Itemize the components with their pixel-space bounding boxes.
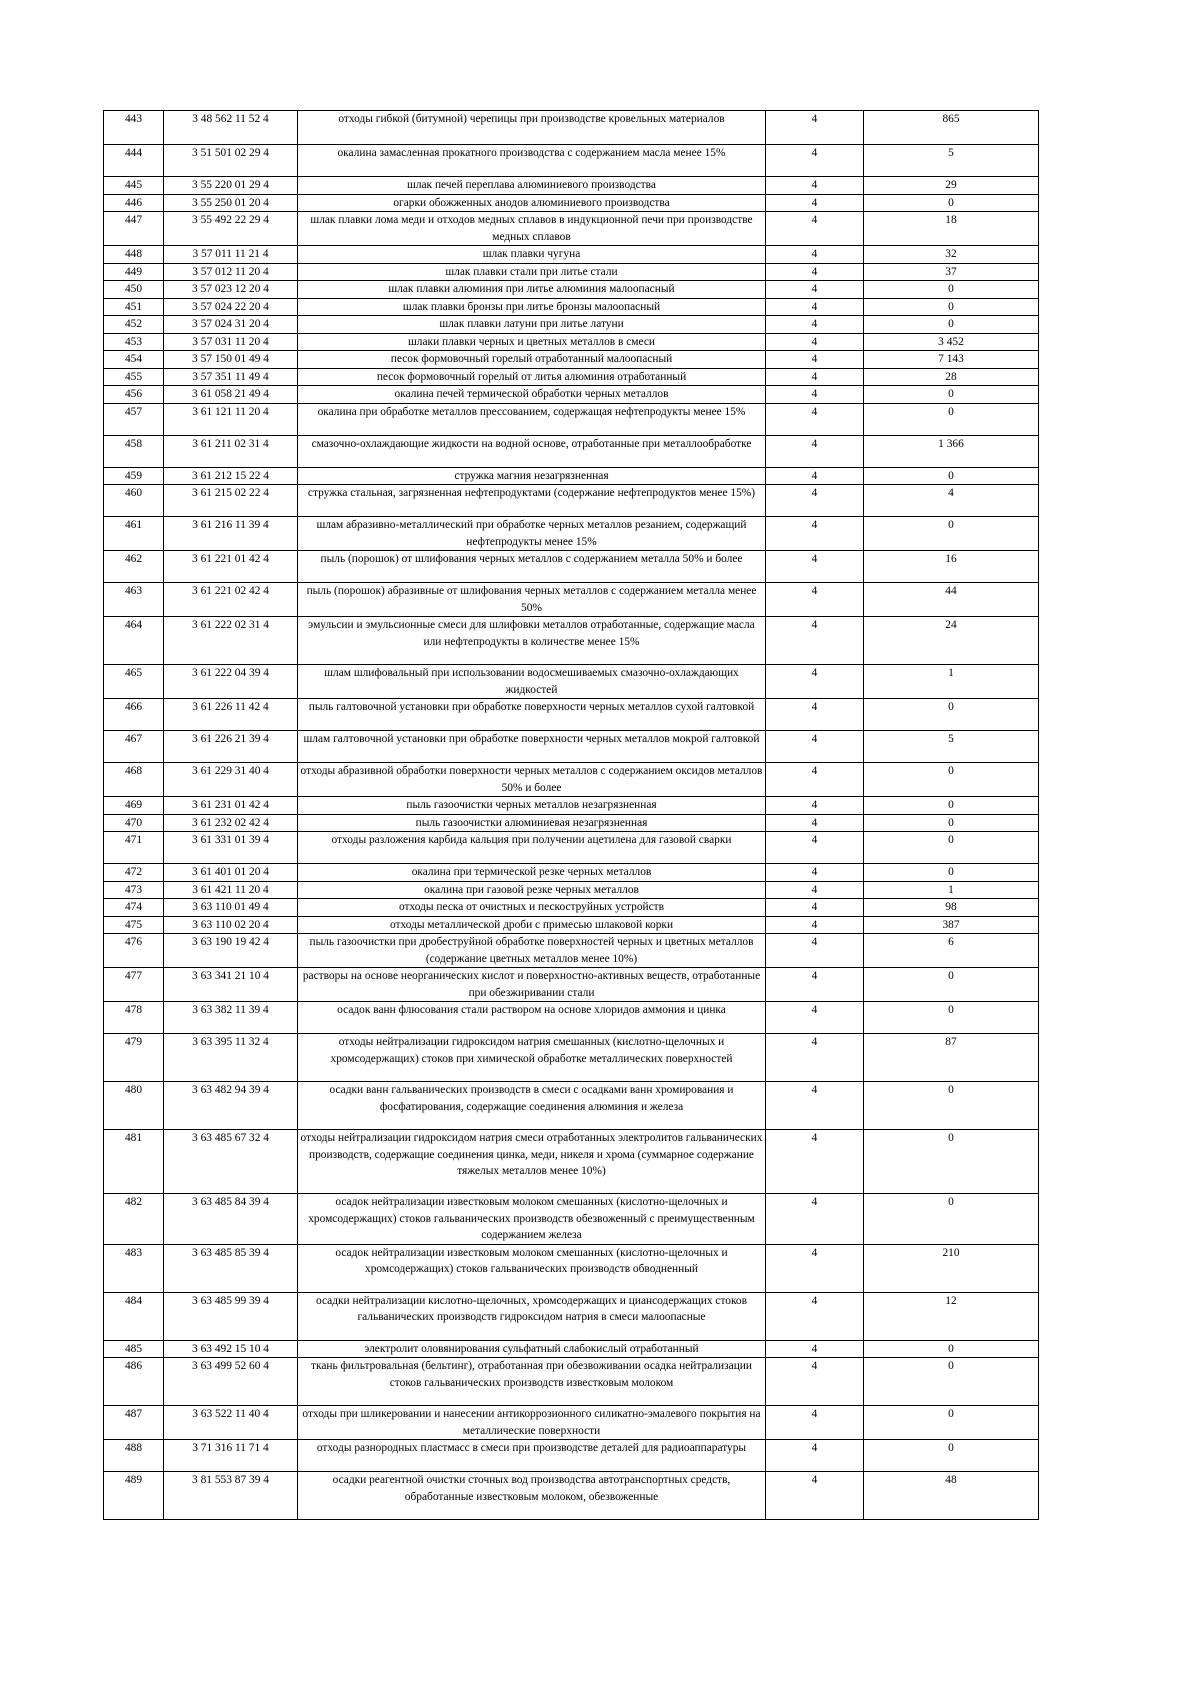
waste-quantity: 0: [864, 1002, 1039, 1034]
fkko-code: 3 61 222 04 39 4: [164, 665, 298, 699]
row-number: 467: [104, 731, 164, 763]
waste-name: пыль галтовочной установки при обработке поверхности черных металлов сухой галтовкой: [298, 699, 766, 731]
table-row: [104, 281, 1039, 299]
hazard-class: 4: [766, 1358, 864, 1406]
row-number: 474: [104, 899, 164, 917]
fkko-code: 3 61 226 21 39 4: [164, 731, 298, 763]
waste-quantity: 7 143: [864, 351, 1039, 369]
waste-quantity: 24: [864, 617, 1039, 665]
table-row: [104, 194, 1039, 212]
table-row: [104, 916, 1039, 934]
waste-quantity: 0: [864, 968, 1039, 1002]
fkko-code: 3 71 316 11 71 4: [164, 1440, 298, 1472]
fkko-code: 3 63 482 94 39 4: [164, 1082, 298, 1130]
fkko-code: 3 57 012 11 20 4: [164, 263, 298, 281]
row-number: 453: [104, 333, 164, 351]
hazard-class: 4: [766, 934, 864, 968]
row-number: 450: [104, 281, 164, 299]
waste-name: отходы песка от очистных и пескоструйных устройств: [298, 899, 766, 917]
waste-name: шлаки плавки черных и цветных металлов в смеси: [298, 333, 766, 351]
waste-quantity: 0: [864, 467, 1039, 485]
hazard-class: 4: [766, 731, 864, 763]
fkko-code: 3 63 190 19 42 4: [164, 934, 298, 968]
table-row: [104, 968, 1039, 1002]
waste-quantity: 48: [864, 1472, 1039, 1520]
waste-name: смазочно-охлаждающие жидкости на водной основе, отработанные при металлообработке: [298, 435, 766, 467]
hazard-class: 4: [766, 1244, 864, 1292]
row-number: 483: [104, 1244, 164, 1292]
table-row: [104, 368, 1039, 386]
hazard-class: 4: [766, 583, 864, 617]
table-row: [104, 617, 1039, 665]
hazard-class: 4: [766, 899, 864, 917]
waste-quantity: 4: [864, 485, 1039, 517]
fkko-code: 3 48 562 11 52 4: [164, 111, 298, 145]
waste-quantity: 0: [864, 797, 1039, 815]
table-row: [104, 551, 1039, 583]
waste-quantity: 0: [864, 298, 1039, 316]
table-row: [104, 1194, 1039, 1245]
hazard-class: 4: [766, 485, 864, 517]
fkko-code: 3 63 499 52 60 4: [164, 1358, 298, 1406]
waste-name: отходы гибкой (битумной) черепицы при производстве кровельных материалов: [298, 111, 766, 145]
table-row: [104, 763, 1039, 797]
waste-quantity: 387: [864, 916, 1039, 934]
waste-table: [103, 110, 1039, 1520]
fkko-code: 3 63 395 11 32 4: [164, 1034, 298, 1082]
row-number: 477: [104, 968, 164, 1002]
hazard-class: 4: [766, 1472, 864, 1520]
fkko-code: 3 63 492 15 10 4: [164, 1340, 298, 1358]
table-row: [104, 1440, 1039, 1472]
table-row: [104, 665, 1039, 699]
waste-name: шлак плавки латуни при литье латуни: [298, 316, 766, 334]
waste-quantity: 12: [864, 1292, 1039, 1340]
row-number: 462: [104, 551, 164, 583]
row-number: 480: [104, 1082, 164, 1130]
waste-quantity: 0: [864, 316, 1039, 334]
waste-quantity: 87: [864, 1034, 1039, 1082]
hazard-class: 4: [766, 968, 864, 1002]
row-number: 446: [104, 194, 164, 212]
table-row: [104, 403, 1039, 435]
waste-name: осадки реагентной очистки сточных вод производства автотранспортных средств, обработанные известковым молоком, обезвоженные: [298, 1472, 766, 1520]
waste-quantity: 3 452: [864, 333, 1039, 351]
fkko-code: 3 61 421 11 20 4: [164, 881, 298, 899]
hazard-class: 4: [766, 316, 864, 334]
hazard-class: 4: [766, 763, 864, 797]
hazard-class: 4: [766, 386, 864, 404]
waste-name: пыль (порошок) абразивные от шлифования черных металлов с содержанием металла менее 50%: [298, 583, 766, 617]
table-row: [104, 212, 1039, 246]
hazard-class: 4: [766, 1440, 864, 1472]
table-row: [104, 1472, 1039, 1520]
row-number: 444: [104, 145, 164, 177]
hazard-class: 4: [766, 814, 864, 832]
waste-quantity: 0: [864, 1440, 1039, 1472]
row-number: 458: [104, 435, 164, 467]
hazard-class: 4: [766, 916, 864, 934]
table-row: [104, 467, 1039, 485]
row-number: 470: [104, 814, 164, 832]
fkko-code: 3 57 023 12 20 4: [164, 281, 298, 299]
waste-quantity: 0: [864, 194, 1039, 212]
fkko-code: 3 57 150 01 49 4: [164, 351, 298, 369]
fkko-code: 3 51 501 02 29 4: [164, 145, 298, 177]
hazard-class: 4: [766, 212, 864, 246]
table-row: [104, 435, 1039, 467]
waste-quantity: 28: [864, 368, 1039, 386]
table-row: [104, 699, 1039, 731]
waste-quantity: 0: [864, 864, 1039, 882]
row-number: 445: [104, 177, 164, 195]
fkko-code: 3 63 110 02 20 4: [164, 916, 298, 934]
fkko-code: 3 57 351 11 49 4: [164, 368, 298, 386]
waste-quantity: 1 366: [864, 435, 1039, 467]
table-row: [104, 145, 1039, 177]
fkko-code: 3 61 229 31 40 4: [164, 763, 298, 797]
row-number: 459: [104, 467, 164, 485]
fkko-code: 3 61 058 21 49 4: [164, 386, 298, 404]
row-number: 476: [104, 934, 164, 968]
hazard-class: 4: [766, 617, 864, 665]
waste-name: шлак плавки стали при литье стали: [298, 263, 766, 281]
table-row: [104, 797, 1039, 815]
row-number: 460: [104, 485, 164, 517]
waste-quantity: 1: [864, 881, 1039, 899]
waste-name: осадок нейтрализации известковым молоком смешанных (кислотно-щелочных и хромсодержащих) стоков гальванических производств обводненный: [298, 1244, 766, 1292]
fkko-code: 3 61 216 11 39 4: [164, 517, 298, 551]
row-number: 479: [104, 1034, 164, 1082]
table-row: [104, 517, 1039, 551]
waste-quantity: 0: [864, 699, 1039, 731]
waste-quantity: 16: [864, 551, 1039, 583]
row-number: 484: [104, 1292, 164, 1340]
waste-quantity: 37: [864, 263, 1039, 281]
row-number: 448: [104, 246, 164, 264]
waste-name: отходы при шликеровании и нанесении антикоррозионного силикатно-эмалевого покрытия на металлические поверхности: [298, 1406, 766, 1440]
row-number: 443: [104, 111, 164, 145]
waste-quantity: 0: [864, 281, 1039, 299]
fkko-code: 3 63 522 11 40 4: [164, 1406, 298, 1440]
fkko-code: 3 63 341 21 10 4: [164, 968, 298, 1002]
waste-quantity: 0: [864, 1082, 1039, 1130]
waste-name: шлам абразивно-металлический при обработке черных металлов резанием, содержащий нефтепродукты менее 15%: [298, 517, 766, 551]
waste-name: отходы абразивной обработки поверхности черных металлов с содержанием оксидов металлов 50% и более: [298, 763, 766, 797]
hazard-class: 4: [766, 333, 864, 351]
fkko-code: 3 81 553 87 39 4: [164, 1472, 298, 1520]
waste-name: отходы металлической дроби с примесью шлаковой корки: [298, 916, 766, 934]
waste-name: осадок нейтрализации известковым молоком смешанных (кислотно-щелочных и хромсодержащих) стоков гальванических производств обезвоженный с преимущественным содержанием железа: [298, 1194, 766, 1245]
fkko-code: 3 61 401 01 20 4: [164, 864, 298, 882]
fkko-code: 3 55 250 01 20 4: [164, 194, 298, 212]
waste-name: осадок ванн флюсования стали раствором на основе хлоридов аммония и цинка: [298, 1002, 766, 1034]
waste-name: шлак печей переплава алюминиевого производства: [298, 177, 766, 195]
row-number: 482: [104, 1194, 164, 1245]
row-number: 489: [104, 1472, 164, 1520]
waste-table-body: [104, 111, 1039, 1520]
row-number: 471: [104, 832, 164, 864]
hazard-class: 4: [766, 665, 864, 699]
waste-quantity: 0: [864, 763, 1039, 797]
table-row: [104, 316, 1039, 334]
hazard-class: 4: [766, 263, 864, 281]
waste-name: песок формовочный горелый отработанный малоопасный: [298, 351, 766, 369]
hazard-class: 4: [766, 1130, 864, 1194]
waste-name: электролит оловянирования сульфатный слабокислый отработанный: [298, 1340, 766, 1358]
fkko-code: 3 63 485 67 32 4: [164, 1130, 298, 1194]
waste-quantity: 5: [864, 145, 1039, 177]
waste-name: окалина замасленная прокатного производства с содержанием масла менее 15%: [298, 145, 766, 177]
waste-name: стружка магния незагрязненная: [298, 467, 766, 485]
table-row: [104, 934, 1039, 968]
waste-name: шлам галтовочной установки при обработке поверхности черных металлов мокрой галтовкой: [298, 731, 766, 763]
table-row: [104, 899, 1039, 917]
fkko-code: 3 61 211 02 31 4: [164, 435, 298, 467]
fkko-code: 3 63 485 85 39 4: [164, 1244, 298, 1292]
waste-name: отходы разнородных пластмасс в смеси при производстве деталей для радиоаппаратуры: [298, 1440, 766, 1472]
hazard-class: 4: [766, 864, 864, 882]
table-row: [104, 1292, 1039, 1340]
waste-name: растворы на основе неорганических кислот и поверхностно-активных веществ, отработанные при обезжиривании стали: [298, 968, 766, 1002]
waste-quantity: 18: [864, 212, 1039, 246]
waste-name: шлак плавки чугуна: [298, 246, 766, 264]
row-number: 449: [104, 263, 164, 281]
table-row: [104, 263, 1039, 281]
hazard-class: 4: [766, 1002, 864, 1034]
row-number: 485: [104, 1340, 164, 1358]
waste-name: шлак плавки лома меди и отходов медных сплавов в индукционной печи при производстве медных сплавов: [298, 212, 766, 246]
row-number: 487: [104, 1406, 164, 1440]
table-row: [104, 832, 1039, 864]
waste-quantity: 98: [864, 899, 1039, 917]
hazard-class: 4: [766, 1406, 864, 1440]
row-number: 475: [104, 916, 164, 934]
hazard-class: 4: [766, 351, 864, 369]
table-row: [104, 1244, 1039, 1292]
fkko-code: 3 61 226 11 42 4: [164, 699, 298, 731]
fkko-code: 3 55 492 22 29 4: [164, 212, 298, 246]
waste-name: окалина печей термической обработки черных металлов: [298, 386, 766, 404]
waste-quantity: 0: [864, 1340, 1039, 1358]
row-number: 464: [104, 617, 164, 665]
fkko-code: 3 61 121 11 20 4: [164, 403, 298, 435]
waste-quantity: 0: [864, 814, 1039, 832]
fkko-code: 3 63 382 11 39 4: [164, 1002, 298, 1034]
waste-quantity: 0: [864, 403, 1039, 435]
table-row: [104, 298, 1039, 316]
row-number: 469: [104, 797, 164, 815]
waste-name: осадки нейтрализации кислотно-щелочных, хромсодержащих и циансодержащих стоков гальванических производств гидроксидом натрия в смеси малоопасные: [298, 1292, 766, 1340]
row-number: 468: [104, 763, 164, 797]
hazard-class: 4: [766, 467, 864, 485]
hazard-class: 4: [766, 281, 864, 299]
waste-table-sheet: [103, 110, 1038, 1520]
waste-quantity: 210: [864, 1244, 1039, 1292]
hazard-class: 4: [766, 832, 864, 864]
row-number: 473: [104, 881, 164, 899]
table-row: [104, 1340, 1039, 1358]
waste-name: шлак плавки алюминия при литье алюминия малоопасный: [298, 281, 766, 299]
table-row: [104, 881, 1039, 899]
table-row: [104, 583, 1039, 617]
fkko-code: 3 61 231 01 42 4: [164, 797, 298, 815]
waste-name: окалина при газовой резке черных металлов: [298, 881, 766, 899]
waste-quantity: 29: [864, 177, 1039, 195]
hazard-class: 4: [766, 194, 864, 212]
fkko-code: 3 61 222 02 31 4: [164, 617, 298, 665]
row-number: 466: [104, 699, 164, 731]
waste-name: стружка стальная, загрязненная нефтепродуктами (содержание нефтепродуктов менее 15%): [298, 485, 766, 517]
table-row: [104, 1082, 1039, 1130]
fkko-code: 3 61 212 15 22 4: [164, 467, 298, 485]
fkko-code: 3 61 331 01 39 4: [164, 832, 298, 864]
row-number: 456: [104, 386, 164, 404]
waste-quantity: 32: [864, 246, 1039, 264]
hazard-class: 4: [766, 1194, 864, 1245]
hazard-class: 4: [766, 145, 864, 177]
waste-quantity: 0: [864, 517, 1039, 551]
table-row: [104, 351, 1039, 369]
waste-quantity: 0: [864, 1130, 1039, 1194]
row-number: 478: [104, 1002, 164, 1034]
hazard-class: 4: [766, 246, 864, 264]
waste-name: окалина при обработке металлов прессованием, содержащая нефтепродукты менее 15%: [298, 403, 766, 435]
table-row: [104, 731, 1039, 763]
hazard-class: 4: [766, 403, 864, 435]
table-row: [104, 485, 1039, 517]
table-row: [104, 1406, 1039, 1440]
row-number: 486: [104, 1358, 164, 1406]
hazard-class: 4: [766, 881, 864, 899]
row-number: 488: [104, 1440, 164, 1472]
table-row: [104, 864, 1039, 882]
waste-quantity: 44: [864, 583, 1039, 617]
fkko-code: 3 61 221 02 42 4: [164, 583, 298, 617]
fkko-code: 3 55 220 01 29 4: [164, 177, 298, 195]
fkko-code: 3 63 485 84 39 4: [164, 1194, 298, 1245]
waste-quantity: 865: [864, 111, 1039, 145]
table-row: [104, 177, 1039, 195]
row-number: 447: [104, 212, 164, 246]
waste-name: пыль (порошок) от шлифования черных металлов с содержанием металла 50% и более: [298, 551, 766, 583]
table-row: [104, 333, 1039, 351]
row-number: 472: [104, 864, 164, 882]
row-number: 457: [104, 403, 164, 435]
hazard-class: 4: [766, 517, 864, 551]
waste-quantity: 0: [864, 386, 1039, 404]
waste-name: песок формовочный горелый от литья алюминия отработанный: [298, 368, 766, 386]
waste-name: пыль газоочистки черных металлов незагрязненная: [298, 797, 766, 815]
waste-quantity: 0: [864, 1358, 1039, 1406]
row-number: 454: [104, 351, 164, 369]
waste-name: отходы разложения карбида кальция при получении ацетилена для газовой сварки: [298, 832, 766, 864]
hazard-class: 4: [766, 1340, 864, 1358]
hazard-class: 4: [766, 551, 864, 583]
hazard-class: 4: [766, 435, 864, 467]
table-row: [104, 1034, 1039, 1082]
waste-name: окалина при термической резке черных металлов: [298, 864, 766, 882]
hazard-class: 4: [766, 177, 864, 195]
waste-name: отходы нейтрализации гидроксидом натрия смешанных (кислотно-щелочных и хромсодержащих) стоков при химической обработке металлических поверхностей: [298, 1034, 766, 1082]
row-number: 452: [104, 316, 164, 334]
fkko-code: 3 57 024 31 20 4: [164, 316, 298, 334]
table-row: [104, 814, 1039, 832]
row-number: 481: [104, 1130, 164, 1194]
table-row: [104, 1358, 1039, 1406]
hazard-class: 4: [766, 298, 864, 316]
waste-name: огарки обожженных анодов алюминиевого производства: [298, 194, 766, 212]
table-row: [104, 1002, 1039, 1034]
fkko-code: 3 63 110 01 49 4: [164, 899, 298, 917]
hazard-class: 4: [766, 797, 864, 815]
hazard-class: 4: [766, 1034, 864, 1082]
table-row: [104, 1130, 1039, 1194]
row-number: 461: [104, 517, 164, 551]
waste-quantity: 5: [864, 731, 1039, 763]
waste-name: пыль газоочистки при дробеструйной обработке поверхностей черных и цветных металлов (содержание цветных металлов менее 10%): [298, 934, 766, 968]
row-number: 463: [104, 583, 164, 617]
row-number: 465: [104, 665, 164, 699]
waste-quantity: 0: [864, 1194, 1039, 1245]
fkko-code: 3 63 485 99 39 4: [164, 1292, 298, 1340]
waste-name: шлам шлифовальный при использовании водосмешиваемых смазочно-охлаждающих жидкостей: [298, 665, 766, 699]
waste-quantity: 6: [864, 934, 1039, 968]
fkko-code: 3 61 215 02 22 4: [164, 485, 298, 517]
waste-name: отходы нейтрализации гидроксидом натрия смеси отработанных электролитов гальванических производств, содержащие соединения цинка, меди, никеля и хрома (суммарное содержание тяжелых металлов менее 10%): [298, 1130, 766, 1194]
waste-name: ткань фильтровальная (бельтинг), отработанная при обезвоживании осадка нейтрализации стоков гальванических производств известковым молоком: [298, 1358, 766, 1406]
table-row: [104, 246, 1039, 264]
waste-quantity: 0: [864, 1406, 1039, 1440]
fkko-code: 3 61 232 02 42 4: [164, 814, 298, 832]
hazard-class: 4: [766, 368, 864, 386]
waste-name: пыль газоочистки алюминиевая незагрязненная: [298, 814, 766, 832]
waste-name: осадки ванн гальванических производств в смеси с осадками ванн хромирования и фосфатирования, содержащие соединения алюминия и железа: [298, 1082, 766, 1130]
table-row: [104, 386, 1039, 404]
fkko-code: 3 57 011 11 21 4: [164, 246, 298, 264]
fkko-code: 3 57 031 11 20 4: [164, 333, 298, 351]
row-number: 455: [104, 368, 164, 386]
row-number: 451: [104, 298, 164, 316]
hazard-class: 4: [766, 111, 864, 145]
waste-quantity: 1: [864, 665, 1039, 699]
fkko-code: 3 61 221 01 42 4: [164, 551, 298, 583]
waste-name: эмульсии и эмульсионные смеси для шлифовки металлов отработанные, содержащие масла или нефтепродукты в количестве менее 15%: [298, 617, 766, 665]
waste-quantity: 0: [864, 832, 1039, 864]
hazard-class: 4: [766, 1082, 864, 1130]
table-row: [104, 111, 1039, 145]
hazard-class: 4: [766, 699, 864, 731]
waste-name: шлак плавки бронзы при литье бронзы малоопасный: [298, 298, 766, 316]
fkko-code: 3 57 024 22 20 4: [164, 298, 298, 316]
hazard-class: 4: [766, 1292, 864, 1340]
